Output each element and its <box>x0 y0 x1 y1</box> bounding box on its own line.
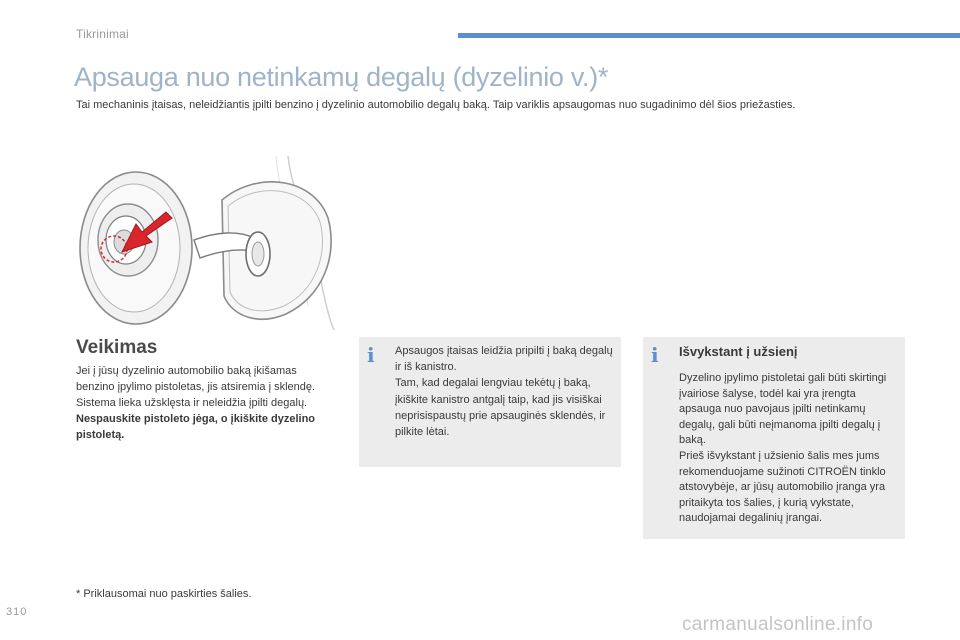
info-icon: i <box>367 343 375 367</box>
watermark: carmanualsonline.info <box>682 614 874 635</box>
fuel-filler-illustration <box>76 156 338 330</box>
section-label: Tikrinimai <box>76 27 129 41</box>
travel-box <box>643 337 905 539</box>
footnote: * Priklausomai nuo paskirties šalies. <box>76 588 252 600</box>
info-icon: i <box>651 343 659 367</box>
section-bar <box>458 33 960 38</box>
info-box <box>359 337 621 467</box>
info-box-line1: Apsaugos įtaisas leidžia pripilti į baką degalų ir iš kanistro. <box>395 345 613 374</box>
travel-box-title: Išvykstant į užsienį <box>679 344 798 359</box>
intro-text: Tai mechaninis įtaisas, neleidžiantis įpilti benzino į dyzelinio automobilio degalų baką. Taip variklis apsaugomas nuo sugadinimo dėl šios priežasties. <box>76 99 796 111</box>
operation-text <box>76 363 332 443</box>
operation-heading: Veikimas <box>76 337 158 358</box>
page-number: 310 <box>6 606 28 618</box>
operation-paragraph: Jei į jūsų dyzelinio automobilio baką įkišamas benzino įpylimo pistoletas, jis atsiremia į sklendę. Sistema lieka užsklęsta ir neleidžia įpilti degalų. <box>76 365 316 409</box>
info-box-line2: Tam, kad degalai lengviau tekėtų į baką, įkiškite kanistro antgalį taip, kad jis visiškai neprisispaustų prie apsauginės sklendės, ir pilkite lėtai. <box>395 377 606 439</box>
info-box-text <box>395 343 615 440</box>
travel-box-paragraph1: Dyzelino įpylimo pistoletai gali būti skirtingi įvairiose šalyse, todėl kai yra įrengta apsauga nuo pavojaus įpilti netinkamų degalų, gali būti neįmanoma įpilti degalų į baką. <box>679 372 887 447</box>
operation-bold-note: Nespauskite pistoleto jėga, o įkiškite dyzelino pistoletą. <box>76 413 316 441</box>
page-title: Apsauga nuo netinkamų degalų (dyzelinio v.)* <box>74 62 609 92</box>
travel-box-paragraph2: Prieš išvykstant į užsienio šalis mes jums rekomenduojame sužinoti CITROËN tinklo atstovybėje, ar jūsų automobilio įranga yra pritaikyta tos šalies, į kurią vykstate, naudojamai degalinių įrangai. <box>679 449 886 525</box>
travel-box-text <box>679 371 899 527</box>
